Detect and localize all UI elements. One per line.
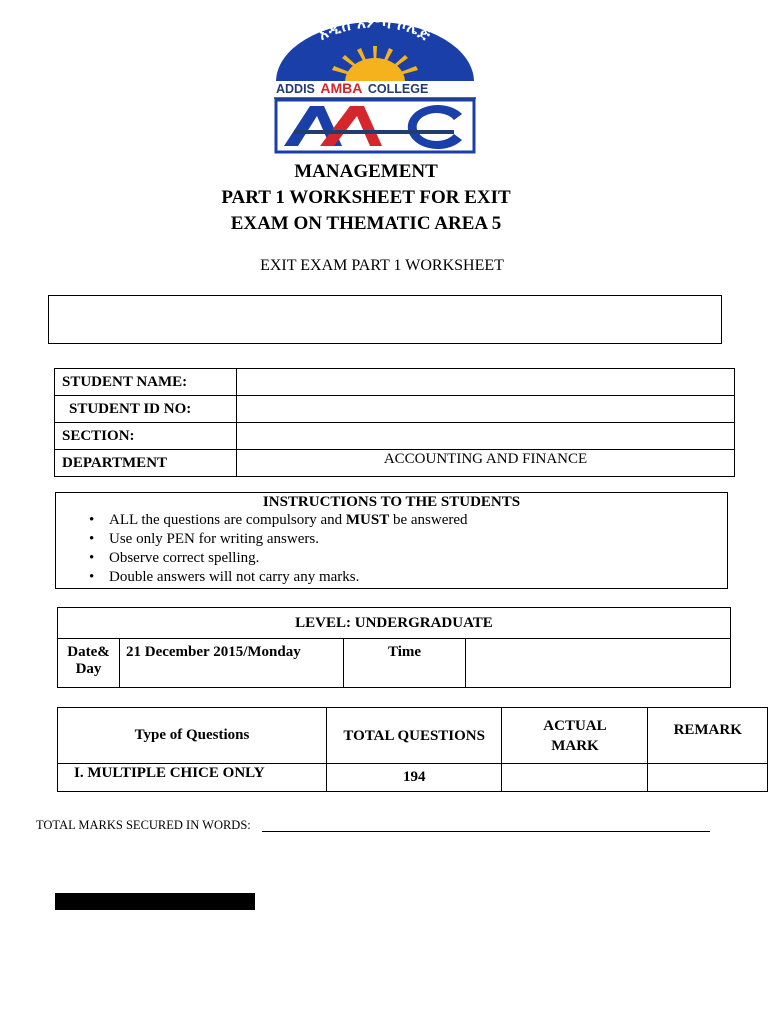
instruction-item: • Use only PEN for writing answers. <box>109 530 727 549</box>
row-type: I. MULTIPLE CHICE ONLY <box>58 764 327 792</box>
total-marks-words-label: TOTAL MARKS SECURED IN WORDS: <box>36 818 251 832</box>
instruction-item <box>109 511 727 530</box>
college-logo <box>272 18 478 154</box>
total-marks-words-field[interactable] <box>262 831 710 832</box>
instruction-item: • Observe correct spelling. <box>109 549 727 568</box>
col-actual-header: ACTUAL MARK <box>502 708 648 764</box>
student-name-field[interactable] <box>237 369 735 396</box>
time-field[interactable] <box>466 639 731 688</box>
logo-arc-text: አዲስ አምባ ኮሌጅ <box>315 18 435 44</box>
department-label: DEPARTMENT <box>55 450 237 477</box>
blank-box <box>48 295 722 344</box>
student-info-table <box>54 368 735 477</box>
section-field[interactable] <box>237 423 735 450</box>
title-line-2: PART 1 WORKSHEET FOR EXIT <box>221 187 511 208</box>
date-value: 21 December 2015/Monday <box>120 639 344 688</box>
section-label: SECTION: <box>55 423 237 450</box>
instruction-text: be answered <box>389 512 468 528</box>
instructions-heading: INSTRUCTIONS TO THE STUDENTS <box>262 494 521 510</box>
instructions-box <box>55 492 728 589</box>
col-type-header: Type of Questions <box>58 708 327 764</box>
row-total: 194 <box>326 764 502 792</box>
instructions-list <box>56 511 727 587</box>
time-label: Time <box>344 639 466 688</box>
col-total-header: TOTAL QUESTIONS <box>326 708 502 764</box>
level-heading: LEVEL: UNDERGRADUATE <box>58 608 731 639</box>
title-line-3: EXAM ON THEMATIC AREA 5 <box>230 213 502 234</box>
date-label: Date& Day <box>58 639 120 688</box>
level-table <box>57 607 731 688</box>
logo-college-name: ADDIS AMBA COLLEGE <box>276 80 429 96</box>
instruction-item: • Double answers will not carry any marks. <box>109 568 727 587</box>
student-id-row <box>55 396 735 423</box>
student-id-label: STUDENT ID NO: <box>55 396 237 423</box>
student-name-row <box>55 369 735 396</box>
title-line-1: MANAGEMENT <box>294 161 438 182</box>
col-remark-header: REMARK <box>648 708 768 764</box>
redaction-bar <box>55 893 255 910</box>
instruction-emphasis: MUST <box>345 512 390 528</box>
student-name-label: STUDENT NAME: <box>55 369 237 396</box>
row-remark-field[interactable] <box>648 764 768 792</box>
department-row <box>55 450 735 477</box>
college-logo-graphic <box>272 18 478 154</box>
row-actual-field[interactable] <box>502 764 648 792</box>
department-value: ACCOUNTING AND FINANCE <box>237 450 735 477</box>
subtitle: EXIT EXAM PART 1 WORKSHEET <box>260 257 504 274</box>
section-row <box>55 423 735 450</box>
instruction-text: ALL the questions are compulsory and <box>109 512 346 528</box>
student-id-field[interactable] <box>237 396 735 423</box>
questions-table <box>57 707 768 792</box>
